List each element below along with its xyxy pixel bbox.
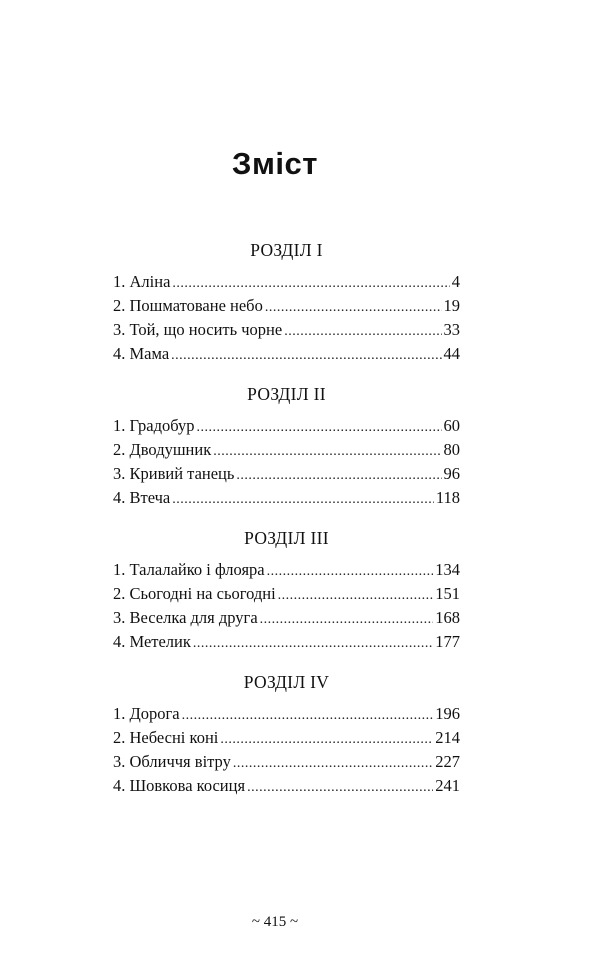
entry-page-number: 177 [435, 632, 460, 651]
dot-leader [182, 704, 434, 728]
toc-entry [113, 774, 460, 798]
entry-title: 4. Метелик [113, 632, 191, 651]
dot-leader [247, 776, 433, 800]
entry-title: 4. Шовкова косиця [113, 776, 246, 795]
entry-page-number: 80 [443, 440, 460, 459]
toc-entry [113, 702, 460, 726]
toc-entry [113, 438, 460, 462]
entry-title: 4. Мама [113, 344, 170, 363]
toc-section-1 [113, 238, 460, 366]
toc-entry [113, 414, 460, 438]
toc-entry [113, 726, 460, 750]
toc-entry [113, 342, 460, 366]
page-number-footer: ~ 415 ~ [251, 914, 299, 930]
dot-leader [220, 728, 433, 752]
dot-leader [213, 440, 441, 464]
entry-page-number: 134 [435, 560, 460, 579]
dot-leader [260, 608, 434, 632]
toc-entry [113, 270, 460, 294]
toc-section-2 [113, 382, 460, 510]
toc-entry [113, 486, 460, 510]
dot-leader [172, 272, 449, 296]
entry-title: 3. Той, що носить чорне [113, 320, 283, 339]
entry-page-number: 168 [435, 608, 460, 627]
toc-entry [113, 750, 460, 774]
toc-entry [113, 630, 460, 654]
section-heading: РОЗДІЛ ІІІ [244, 528, 329, 548]
entry-title: 2. Дводушник [113, 440, 212, 459]
entry-page-number: 33 [443, 320, 460, 339]
entry-page-number: 96 [443, 464, 460, 483]
dot-leader [284, 320, 441, 344]
entry-title: 2. Сьогодні на сьогодні [113, 584, 276, 603]
dot-leader [171, 344, 441, 368]
entry-page-number: 241 [435, 776, 460, 795]
entry-title: 3. Кривий танець [113, 464, 235, 483]
entry-page-number: 44 [443, 344, 460, 363]
toc-entry [113, 606, 460, 630]
entry-page-number: 4 [451, 272, 460, 291]
entry-page-number: 118 [435, 488, 460, 507]
toc-entry [113, 582, 460, 606]
section-heading: РОЗДІЛ ІІ [247, 384, 326, 404]
dot-leader [267, 560, 434, 584]
dot-leader [278, 584, 434, 608]
entry-page-number: 60 [443, 416, 460, 435]
toc-entry [113, 462, 460, 486]
dot-leader [193, 632, 433, 656]
toc-section-3 [113, 526, 460, 654]
toc-entry [113, 558, 460, 582]
dot-leader [172, 488, 434, 512]
entry-title: 4. Втеча [113, 488, 171, 507]
toc-section-4 [113, 670, 460, 798]
entry-title: 2. Небесні коні [113, 728, 219, 747]
entry-title: 3. Обличчя вітру [113, 752, 231, 771]
entry-title: 1. Аліна [113, 272, 171, 291]
entry-title: 1. Градобур [113, 416, 195, 435]
dot-leader [265, 296, 442, 320]
entry-title: 2. Пошматоване небо [113, 296, 263, 315]
dot-leader [236, 464, 441, 488]
entry-title: 3. Веселка для друга [113, 608, 258, 627]
page-title: Зміст [232, 146, 318, 181]
entry-title: 1. Дорога [113, 704, 180, 723]
section-heading: РОЗДІЛ IV [243, 672, 330, 692]
entry-title: 1. Талалайко і флояра [113, 560, 265, 579]
table-of-contents [113, 238, 460, 814]
toc-entry [113, 318, 460, 342]
dot-leader [233, 752, 433, 776]
entry-page-number: 214 [435, 728, 460, 747]
entry-page-number: 151 [435, 584, 460, 603]
toc-entry [113, 294, 460, 318]
dot-leader [197, 416, 442, 440]
section-heading: РОЗДІЛ І [250, 240, 323, 260]
entry-page-number: 227 [435, 752, 460, 771]
entry-page-number: 196 [435, 704, 460, 723]
entry-page-number: 19 [443, 296, 460, 315]
